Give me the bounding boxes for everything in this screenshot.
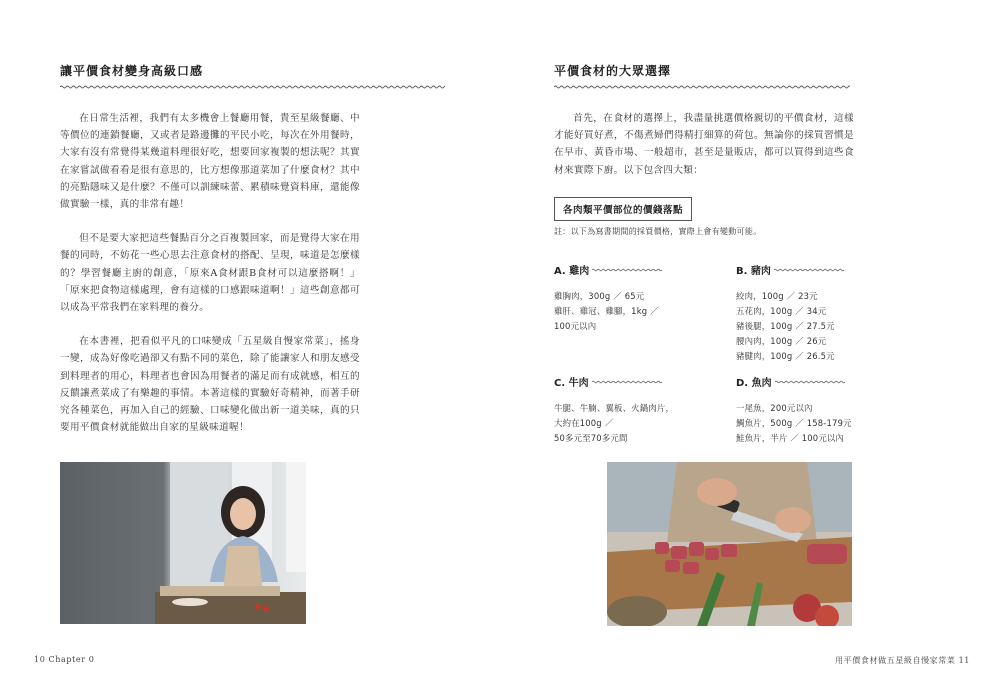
paragraph: 在本書裡，把看似平凡的口味變成「五星級自慢家常菜」，搖身一變，成為好像吃過卻又有點不同的菜色，除了能讓家人和朋友感受到料理者的用心，料理者也會因為用餐者的滿足而有成就感，相互的反饋讓煮菜成了有樂趣的事情。本著這樣的實驗好奇精神，而著手研究各種菜色，再加入自己的經驗、口味變化做出新一道美味，真的只要用平價食材就能做出自家的星級味道喔！ bbox=[60, 336, 360, 434]
price-line: 豬後腿，100g ／ 27.5元 bbox=[736, 321, 835, 331]
price-note: 註：以下為寫書期間的採買價格，實際上會有變動可能。 bbox=[554, 227, 762, 236]
price-line: 雞肝、雞冠、雞腳，1kg ／ bbox=[554, 306, 659, 316]
category-fish bbox=[736, 374, 916, 446]
category-beef bbox=[554, 374, 734, 446]
paragraph: 在日常生活裡，我們有太多機會上餐廳用餐，貴至星級餐廳、中等價位的連鎖餐廳，又或者是路邊攤的平民小吃，每次在外用餐時，大家有沒有常覺得某幾道料理很好吃，想要回家複製的想法呢？其實在家嘗試做看看是很有意思的，比方想像那道菜加了什麼食材？其中的亮點隱味又是什麼？不僅可以訓練味蕾、累積味覺資料庫，還能像做實驗一樣，真的非常有趣！ bbox=[60, 113, 360, 211]
price-line: 鮭魚片，半片 ／ 100元以內 bbox=[736, 433, 845, 443]
wavy-underline bbox=[592, 267, 662, 273]
left-section-title: 讓平價食材變身高級口感 bbox=[60, 64, 204, 78]
paragraph: 但不是要大家把這些餐點百分之百複製回家，而是覺得大家在用餐的同時，不妨花一些心思去注意食材的搭配、呈現，味道是怎麼樣的？學習餐廳主廚的創意，「原來A食材跟B食材可以這麼搭啊！」「原來把食物這樣處理，會有這樣的口感跟味道啊！」這些創意都可以成為平常我們在家料理的養分。 bbox=[60, 233, 360, 314]
left-body-text bbox=[60, 110, 360, 453]
price-line: 50多元至70多元間 bbox=[554, 433, 628, 443]
price-line: 牛腿、牛腩、翼板、火鍋肉片， bbox=[554, 403, 675, 413]
wavy-divider bbox=[554, 84, 850, 90]
category-title: A. 雞肉 bbox=[554, 266, 590, 277]
price-line: 豬腱肉，100g ／ 26.5元 bbox=[736, 351, 835, 361]
category-title: C. 牛肉 bbox=[554, 378, 589, 389]
price-line: 大約在100g ／ bbox=[554, 418, 614, 428]
cooking-woman-photo bbox=[60, 462, 306, 624]
right-page bbox=[500, 0, 1000, 683]
right-section-title: 平價食材的大眾選擇 bbox=[554, 64, 672, 78]
left-page-number: 10 Chapter 0 bbox=[34, 655, 95, 664]
price-line: 腰內肉，100g ／ 26元 bbox=[736, 336, 827, 346]
price-line: 一尾魚，200元以內 bbox=[736, 403, 813, 413]
wavy-underline bbox=[774, 267, 844, 273]
cutting-meat-photo bbox=[607, 462, 852, 626]
category-chicken bbox=[554, 262, 734, 334]
category-pork bbox=[736, 262, 916, 364]
price-line: 鯛魚片，500g ／ 158-179元 bbox=[736, 418, 852, 428]
wavy-underline bbox=[775, 379, 845, 385]
right-intro-text bbox=[554, 110, 854, 196]
category-title: B. 豬肉 bbox=[736, 266, 771, 277]
category-title: D. 魚肉 bbox=[736, 378, 772, 389]
price-range-heading-box: 各肉類平價部位的價錢落點 bbox=[554, 197, 692, 221]
price-line: 100元以內 bbox=[554, 321, 597, 331]
price-line: 五花肉，100g ／ 34元 bbox=[736, 306, 827, 316]
price-line: 雞胸肉，300g ／ 65元 bbox=[554, 291, 645, 301]
price-line: 絞肉，100g ／ 23元 bbox=[736, 291, 818, 301]
wavy-divider bbox=[60, 84, 445, 90]
right-page-number: 用平價食材做五星級自慢家常菜 11 bbox=[835, 656, 970, 665]
paragraph: 首先，在食材的選擇上，我盡量挑選價格親切的平價食材，這樣才能好買好煮，不傷煮婦們得精打細算的荷包。無論你的採買習慣是在早市、黃昏市場、一般超市，甚至是量販店，都可以買得到這些食材來實際下廚。以下包含四大類： bbox=[554, 113, 854, 176]
wavy-underline bbox=[592, 379, 662, 385]
